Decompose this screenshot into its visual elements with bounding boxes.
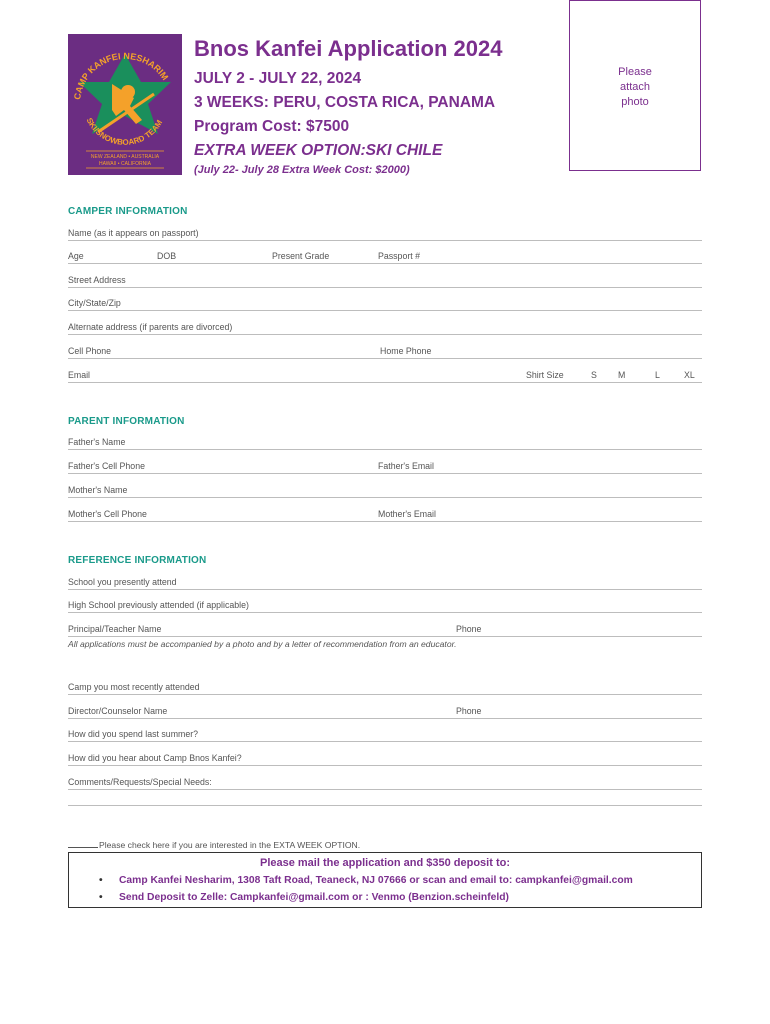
shirt-size-s[interactable]: S: [591, 370, 597, 380]
mail-address-text: Camp Kanfei Nesharim, 1308 Taft Road, Teaneck, NJ 07666 or scan and email to: campkanfei@gmail.com: [119, 875, 633, 886]
age-label: Age: [68, 251, 84, 261]
mother-name-label: Mother's Name: [68, 485, 128, 495]
camp-field[interactable]: [68, 694, 702, 695]
email-field[interactable]: [68, 382, 702, 383]
comments-field[interactable]: [68, 789, 702, 790]
summer-label: How did you spend last summer?: [68, 729, 199, 739]
extra-week-checkbox[interactable]: [68, 847, 98, 848]
bullet-icon: •: [99, 892, 103, 903]
mail-line-2: [99, 892, 509, 903]
director-phone-label: Phone: [456, 706, 482, 716]
father-contact-field[interactable]: [68, 473, 702, 474]
extra-week-cost: (July 22- July 28 Extra Week Cost: $2000): [194, 164, 410, 176]
father-name-field[interactable]: [68, 449, 702, 450]
program-cost: Program Cost: $7500: [194, 118, 350, 135]
mail-instructions-box: [68, 852, 702, 908]
street-label: Street Address: [68, 275, 126, 285]
camp-logo-graphic: [68, 34, 182, 175]
mother-email-label: Mother's Email: [378, 509, 436, 519]
program-weeks: 3 WEEKS: PERU, COSTA RICA, PANAMA: [194, 94, 496, 111]
camper-info-heading: CAMPER INFORMATION: [68, 206, 188, 217]
logo-lower-arc-text: SKI/SNOWBOARD TEAM: [84, 116, 165, 147]
alt-address-field[interactable]: [68, 334, 702, 335]
mother-cell-label: Mother's Cell Phone: [68, 509, 147, 519]
city-label: City/State/Zip: [68, 298, 121, 308]
camper-name-label: Name (as it appears on passport): [68, 228, 199, 238]
father-cell-label: Father's Cell Phone: [68, 461, 145, 471]
photo-attach-box[interactable]: [569, 0, 701, 171]
father-name-label: Father's Name: [68, 437, 126, 447]
program-dates: JULY 2 - JULY 22, 2024: [194, 70, 362, 87]
high-school-field[interactable]: [68, 612, 702, 613]
recommendation-note: All applications must be accompanied by a photo and by a letter of recommendation from an educator.: [68, 639, 457, 649]
dob-label: DOB: [157, 251, 177, 261]
mother-contact-field[interactable]: [68, 521, 702, 522]
passport-label: Passport #: [378, 251, 421, 261]
school-label: School you presently attend: [68, 577, 177, 587]
email-label: Email: [68, 370, 90, 380]
mail-title: Please mail the application and $350 deposit to:: [259, 857, 510, 869]
summer-field[interactable]: [68, 741, 702, 742]
page-title: Bnos Kanfei Application 2024: [194, 36, 503, 61]
mother-name-field[interactable]: [68, 497, 702, 498]
director-field[interactable]: [68, 718, 702, 719]
camp-label: Camp you most recently attended: [68, 682, 200, 692]
reference-info-heading: REFERENCE INFORMATION: [68, 555, 207, 566]
shirt-size-label: Shirt Size: [526, 370, 564, 380]
director-label: Director/Counselor Name: [68, 706, 168, 716]
school-field[interactable]: [68, 589, 702, 590]
age-dob-grade-passport-field[interactable]: [68, 263, 702, 264]
principal-label: Principal/Teacher Name: [68, 624, 162, 634]
comments-field-line-2[interactable]: [68, 805, 702, 806]
logo-places-1: NEW ZEALAND • AUSTRALIA: [90, 154, 160, 160]
logo-arc-text: CAMP KANFEI NESHARIM: [72, 50, 171, 101]
shirt-size-m[interactable]: M: [618, 370, 626, 380]
comments-label: Comments/Requests/Special Needs:: [68, 777, 212, 787]
camp-logo: [68, 34, 182, 175]
street-field[interactable]: [68, 287, 702, 288]
principal-phone-label: Phone: [456, 624, 482, 634]
high-school-label: High School previously attended (if applicable): [68, 600, 249, 610]
city-field[interactable]: [68, 310, 702, 311]
cell-phone-label: Cell Phone: [68, 346, 112, 356]
deposit-text: Send Deposit to Zelle: Campkanfei@gmail.com or : Venmo (Benzion.scheinfeld): [119, 892, 509, 903]
alt-address-label: Alternate address (if parents are divorced): [68, 322, 233, 332]
parent-info-heading: PARENT INFORMATION: [68, 416, 185, 427]
photo-box-text: Please attach photo: [618, 66, 652, 108]
heard-field[interactable]: [68, 765, 702, 766]
extra-week-option: EXTRA WEEK OPTION:SKI CHILE: [194, 142, 443, 159]
shirt-size-xl[interactable]: XL: [684, 370, 695, 380]
camper-name-field[interactable]: [68, 240, 702, 241]
father-email-label: Father's Email: [378, 461, 434, 471]
bullet-icon: •: [99, 875, 103, 886]
mail-line-1: [99, 875, 633, 886]
heard-label: How did you hear about Camp Bnos Kanfei?: [68, 753, 242, 763]
extra-week-checkline: [68, 840, 360, 850]
grade-label: Present Grade: [272, 251, 330, 261]
phone-field[interactable]: [68, 358, 702, 359]
extra-week-check-text: Please check here if you are interested in the EXTA WEEK OPTION.: [99, 840, 361, 850]
logo-places-2: HAWAII • CALIFORNIA: [99, 161, 151, 167]
home-phone-label: Home Phone: [380, 346, 432, 356]
shirt-size-l[interactable]: L: [655, 370, 660, 380]
